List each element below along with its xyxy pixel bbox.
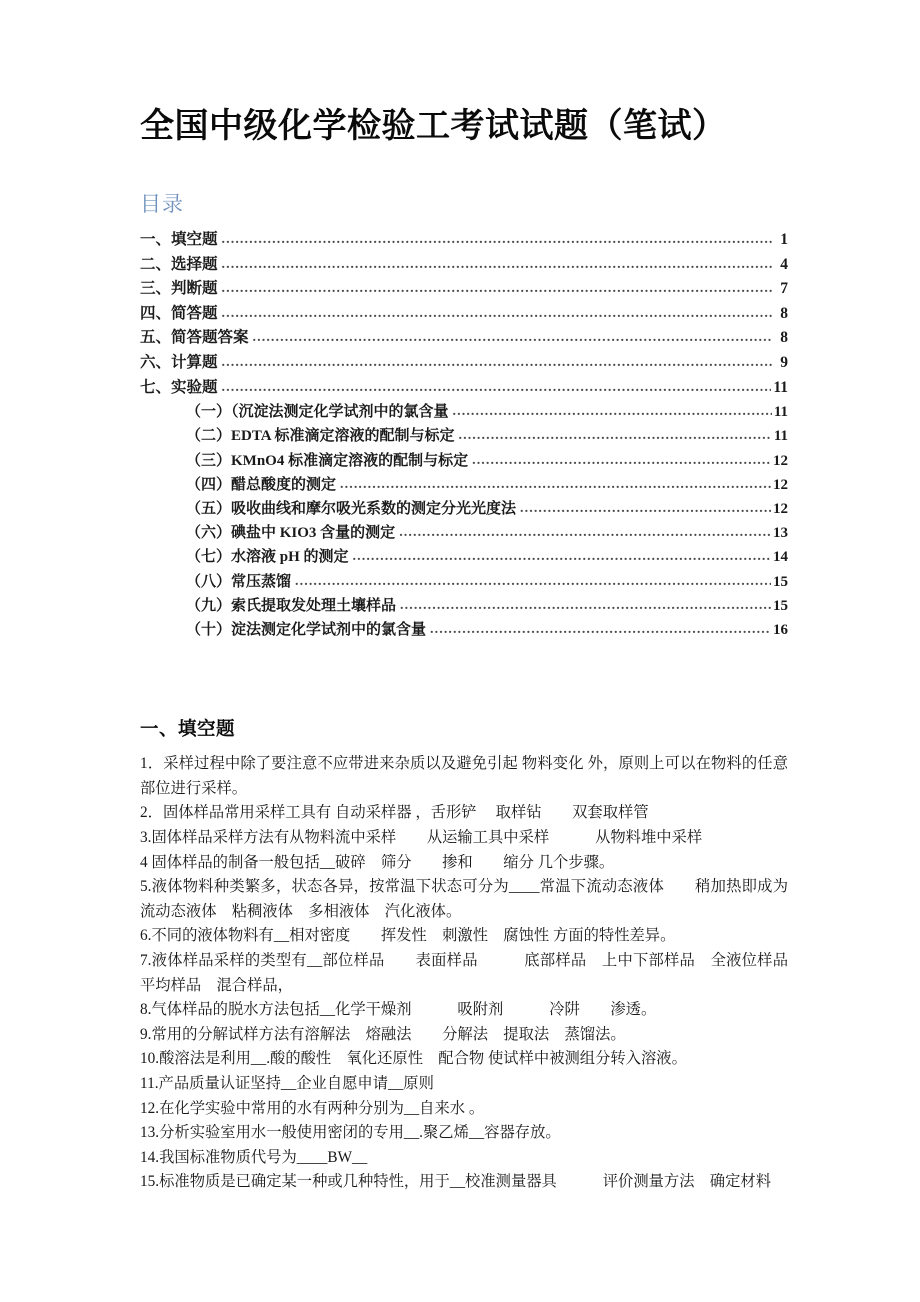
- toc-entry[interactable]: [140, 277, 788, 302]
- toc-entry[interactable]: [140, 449, 788, 473]
- toc-entry-page-number: 11: [773, 378, 788, 396]
- toc-entry-page-number: 14: [773, 549, 788, 566]
- toc-dot-leader: [222, 262, 772, 278]
- toc-entry-label: （四）醋总酸度的测定: [186, 476, 337, 493]
- page-content: [140, 0, 804, 1195]
- toc-entry[interactable]: [140, 351, 788, 376]
- toc-entry[interactable]: [140, 400, 788, 424]
- toc-entry-page-number: 12: [773, 500, 788, 517]
- toc-entry-label: （二）EDTA 标准滴定溶液的配制与标定: [186, 428, 455, 445]
- table-of-contents: [140, 228, 788, 642]
- toc-entry-page-number: 11: [773, 428, 788, 445]
- toc-dot-leader: [459, 434, 772, 449]
- toc-dot-leader: [353, 555, 771, 570]
- toc-entry[interactable]: [140, 253, 788, 278]
- toc-entry-label: （一）（沉淀法测定化学试剂中的氯含量: [186, 404, 449, 421]
- toc-entry[interactable]: [140, 521, 788, 545]
- toc-entry-label: 四、简答题: [140, 304, 218, 322]
- question-item: 4 固体样品的制备一般包括__破碎 筛分 掺和 缩分 几个步骤。: [140, 853, 615, 871]
- question-item: 11.产品质量认证坚持__企业自愿申请__原则: [140, 1074, 434, 1092]
- toc-entry-label: （九）索氏提取发处理土壤样品: [186, 597, 397, 614]
- toc-entry[interactable]: [140, 473, 788, 497]
- toc-entry[interactable]: [140, 302, 788, 327]
- question-item: 7.液体样品采样的类型有__部位样品 表面样品 底部样品 上中下部样品 全液位样品 平均样品 混合样品，: [140, 951, 804, 994]
- toc-entry-page-number: 9: [780, 353, 788, 371]
- toc-entry-page-number: 4: [780, 255, 788, 273]
- question-item: 6.不同的液体物料有__相对密度 挥发性 刺激性 腐蚀性 方面的特性差异。: [140, 927, 676, 945]
- toc-entry-label: 五、简答题答案: [140, 329, 249, 347]
- toc-entry[interactable]: [140, 228, 788, 253]
- toc-dot-leader: [453, 409, 772, 424]
- toc-dot-leader: [399, 530, 771, 545]
- toc-entry-page-number: 1: [780, 231, 788, 248]
- toc-entry-label: （五）吸收曲线和摩尔吸光系数的测定分光光度法: [186, 500, 517, 517]
- toc-entry[interactable]: [140, 497, 788, 521]
- question-item: 13.分析实验室用水一般使用密闭的专用__.聚乙烯__容器存放。: [140, 1124, 561, 1142]
- toc-entry-label: （六）碘盐中 KIO3 含量的测定: [186, 525, 396, 542]
- toc-entry-page-number: 11: [773, 404, 788, 421]
- toc-entry-page-number: 15: [773, 573, 788, 590]
- toc-entry[interactable]: [140, 376, 788, 401]
- toc-entry-label: （三）KMnO4 标准滴定溶液的配制与标定: [186, 452, 469, 469]
- toc-dot-leader: [222, 385, 772, 401]
- toc-entry-label: （七）水溶液 pH 的测定: [186, 549, 349, 566]
- toc-entry[interactable]: [140, 570, 788, 594]
- toc-entry-page-number: 7: [780, 280, 788, 298]
- toc-dot-leader: [430, 627, 771, 642]
- toc-entry-page-number: 12: [773, 476, 788, 493]
- toc-entry-label: 三、判断题: [140, 280, 218, 298]
- toc-entry[interactable]: [140, 326, 788, 351]
- section-heading-fill-in-blank: 一、填空题: [140, 718, 236, 740]
- toc-dot-leader: [472, 458, 771, 473]
- question-item: 12.在化学实验中常用的水有两种分别为__自来水 。: [140, 1099, 485, 1117]
- toc-entry[interactable]: [140, 424, 788, 448]
- toc-entry-page-number: 8: [780, 329, 788, 347]
- toc-dot-leader: [520, 506, 771, 521]
- question-item: 10.酸溶法是利用__.酸的酸性 氧化还原性 配合物 使试样中被测组分转入溶液。: [140, 1050, 687, 1068]
- toc-entry-label: 六、计算题: [140, 353, 218, 371]
- toc-dot-leader: [400, 603, 771, 618]
- question-item: 2．固体样品常用采样工具有 自动采样器 ，舌形铲 取样钻 双套取样管: [140, 804, 649, 822]
- toc-entry[interactable]: [140, 618, 788, 642]
- toc-entry[interactable]: [140, 545, 788, 569]
- toc-dot-leader: [222, 286, 772, 302]
- toc-dot-leader: [295, 579, 771, 594]
- question-item: 5.液体物料种类繁多，状态各异，按常温下状态可分为____常温下流动态液体 稍加热即成为流动态液体 粘稠液体 多相液体 汽化液体。: [140, 878, 788, 920]
- toc-entry[interactable]: [140, 594, 788, 618]
- toc-dot-leader: [222, 237, 772, 253]
- toc-dot-leader: [222, 311, 772, 327]
- toc-heading: 目录: [140, 193, 184, 216]
- question-list: [140, 752, 804, 1195]
- question-item: 8.气体样品的脱水方法包括__化学干燥剂 吸附剂 冷阱 渗透。: [140, 1001, 657, 1019]
- toc-entry-label: 二、选择题: [140, 255, 218, 273]
- toc-entry-page-number: 8: [780, 304, 788, 322]
- question-item: 9.常用的分解试样方法有溶解法 熔融法 分解法 提取法 蒸馏法。: [140, 1025, 626, 1043]
- toc-dot-leader: [340, 482, 771, 497]
- question-item: 1．采样过程中除了要注意不应带进来杂质以及避免引起 物料变化 外，原则上可以在物料的任意部位进行采样。: [140, 755, 788, 797]
- page-title: 全国中级化学检验工考试试题（笔试）: [140, 107, 727, 145]
- toc-dot-leader: [253, 335, 772, 351]
- question-item: 3.固体样品采样方法有从物料流中采样 从运输工具中采样 从物料堆中采样: [140, 828, 703, 846]
- toc-entry-page-number: 13: [773, 525, 788, 542]
- toc-entry-page-number: 15: [773, 597, 788, 614]
- toc-entry-label: 七、实验题: [140, 378, 218, 396]
- toc-entry-label: 一、填空题: [140, 231, 218, 248]
- toc-entry-page-number: 12: [773, 452, 788, 469]
- toc-dot-leader: [222, 360, 772, 376]
- toc-entry-page-number: 16: [773, 621, 788, 638]
- toc-entry-label: （十）淀法测定化学试剂中的氯含量: [186, 621, 427, 638]
- toc-entry-label: （八）常压蒸馏: [186, 573, 292, 590]
- question-item: 15.标准物质是已确定某一种或几种特性，用于__校准测量器具 评价测量方法 确定材料: [140, 1173, 771, 1191]
- question-item: 14.我国标准物质代号为____BW__: [140, 1148, 368, 1166]
